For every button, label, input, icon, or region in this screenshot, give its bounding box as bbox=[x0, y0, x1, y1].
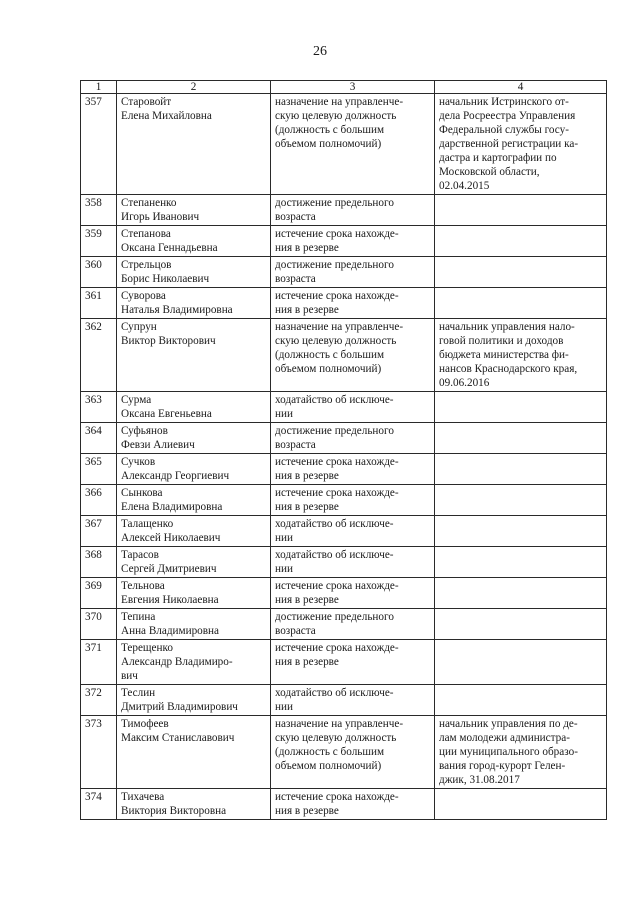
person-name: Сучков Александр Георгиевич bbox=[117, 454, 271, 485]
appointed-position bbox=[435, 288, 607, 319]
person-name: Талащенко Алексей Николаевич bbox=[117, 516, 271, 547]
table-row bbox=[81, 640, 607, 685]
row-number: 365 bbox=[81, 454, 117, 485]
row-number: 372 bbox=[81, 685, 117, 716]
exclusion-reason: истечение срока нахожде- ния в резерве bbox=[271, 640, 435, 685]
table-row bbox=[81, 516, 607, 547]
row-number: 361 bbox=[81, 288, 117, 319]
table-row bbox=[81, 423, 607, 454]
row-number: 374 bbox=[81, 789, 117, 820]
appointed-position bbox=[435, 640, 607, 685]
table-row bbox=[81, 789, 607, 820]
table-body bbox=[81, 94, 607, 820]
page-number: 26 bbox=[313, 44, 327, 59]
appointed-position bbox=[435, 454, 607, 485]
person-name: Суворова Наталья Владимировна bbox=[117, 288, 271, 319]
exclusion-reason: истечение срока нахожде- ния в резерве bbox=[271, 578, 435, 609]
row-number: 357 bbox=[81, 94, 117, 195]
column-header: 2 bbox=[117, 81, 271, 94]
table-row bbox=[81, 578, 607, 609]
person-name: Тепина Анна Владимировна bbox=[117, 609, 271, 640]
row-number: 368 bbox=[81, 547, 117, 578]
person-name: Степаненко Игорь Иванович bbox=[117, 195, 271, 226]
exclusion-reason: истечение срока нахожде- ния в резерве bbox=[271, 288, 435, 319]
column-header: 4 bbox=[435, 81, 607, 94]
column-header: 3 bbox=[271, 81, 435, 94]
appointed-position bbox=[435, 226, 607, 257]
exclusion-reason: ходатайство об исключе- нии bbox=[271, 685, 435, 716]
table-row bbox=[81, 547, 607, 578]
table-row bbox=[81, 485, 607, 516]
exclusion-reason: истечение срока нахожде- ния в резерве bbox=[271, 789, 435, 820]
table-row bbox=[81, 288, 607, 319]
table-row bbox=[81, 319, 607, 392]
row-number: 358 bbox=[81, 195, 117, 226]
person-name: Суфьянов Февзи Алиевич bbox=[117, 423, 271, 454]
table-row bbox=[81, 226, 607, 257]
row-number: 369 bbox=[81, 578, 117, 609]
person-name: Сынкова Елена Владимировна bbox=[117, 485, 271, 516]
person-name: Тарасов Сергей Дмитриевич bbox=[117, 547, 271, 578]
exclusion-reason: истечение срока нахожде- ния в резерве bbox=[271, 485, 435, 516]
appointed-position bbox=[435, 547, 607, 578]
row-number: 371 bbox=[81, 640, 117, 685]
person-name: Теслин Дмитрий Владимирович bbox=[117, 685, 271, 716]
registry-table bbox=[80, 80, 607, 820]
exclusion-reason: истечение срока нахожде- ния в резерве bbox=[271, 454, 435, 485]
row-number: 367 bbox=[81, 516, 117, 547]
appointed-position: начальник управления по де- лам молодежи администра- ции муниципального образо- вания город-курорт Гелен- джик, 31.08.2017 bbox=[435, 716, 607, 789]
exclusion-reason: достижение предельного возраста bbox=[271, 195, 435, 226]
table-row bbox=[81, 454, 607, 485]
appointed-position: начальник управления нало- говой политики и доходов бюджета министерства фи- нансов Краснодарского края, 09.06.2016 bbox=[435, 319, 607, 392]
table-row bbox=[81, 257, 607, 288]
person-name: Сурма Оксана Евгеньевна bbox=[117, 392, 271, 423]
appointed-position bbox=[435, 516, 607, 547]
row-number: 359 bbox=[81, 226, 117, 257]
exclusion-reason: назначение на управленче- скую целевую должность (должность с большим объемом полномочий) bbox=[271, 716, 435, 789]
table-row bbox=[81, 609, 607, 640]
table-row bbox=[81, 94, 607, 195]
row-number: 370 bbox=[81, 609, 117, 640]
person-name: Стрельцов Борис Николаевич bbox=[117, 257, 271, 288]
column-header: 1 bbox=[81, 81, 117, 94]
appointed-position bbox=[435, 578, 607, 609]
exclusion-reason: достижение предельного возраста bbox=[271, 257, 435, 288]
appointed-position: начальник Истринского от- дела Росреестра Управления Федеральной службы госу- дарственной регистрации ка- дастра и картографии по Московской области, 02.04.2015 bbox=[435, 94, 607, 195]
table-row bbox=[81, 716, 607, 789]
appointed-position bbox=[435, 485, 607, 516]
person-name: Тихачева Виктория Викторовна bbox=[117, 789, 271, 820]
person-name: Тимофеев Максим Станиславович bbox=[117, 716, 271, 789]
person-name: Степанова Оксана Геннадьевна bbox=[117, 226, 271, 257]
row-number: 362 bbox=[81, 319, 117, 392]
exclusion-reason: истечение срока нахожде- ния в резерве bbox=[271, 226, 435, 257]
table-row bbox=[81, 195, 607, 226]
table-header-row bbox=[81, 81, 607, 94]
person-name: Старовойт Елена Михайловна bbox=[117, 94, 271, 195]
appointed-position bbox=[435, 257, 607, 288]
person-name: Терещенко Александр Владимиро- вич bbox=[117, 640, 271, 685]
person-name: Тельнова Евгения Николаевна bbox=[117, 578, 271, 609]
exclusion-reason: ходатайство об исключе- нии bbox=[271, 547, 435, 578]
row-number: 366 bbox=[81, 485, 117, 516]
table-row bbox=[81, 685, 607, 716]
person-name: Супрун Виктор Викторович bbox=[117, 319, 271, 392]
table-row bbox=[81, 392, 607, 423]
exclusion-reason: достижение предельного возраста bbox=[271, 609, 435, 640]
appointed-position bbox=[435, 685, 607, 716]
row-number: 360 bbox=[81, 257, 117, 288]
appointed-position bbox=[435, 609, 607, 640]
exclusion-reason: назначение на управленче- скую целевую должность (должность с большим объемом полномочий) bbox=[271, 94, 435, 195]
exclusion-reason: ходатайство об исключе- нии bbox=[271, 516, 435, 547]
exclusion-reason: назначение на управленче- скую целевую должность (должность с большим объемом полномочий) bbox=[271, 319, 435, 392]
exclusion-reason: ходатайство об исключе- нии bbox=[271, 392, 435, 423]
appointed-position bbox=[435, 789, 607, 820]
appointed-position bbox=[435, 423, 607, 454]
appointed-position bbox=[435, 195, 607, 226]
exclusion-reason: достижение предельного возраста bbox=[271, 423, 435, 454]
appointed-position bbox=[435, 392, 607, 423]
row-number: 363 bbox=[81, 392, 117, 423]
row-number: 364 bbox=[81, 423, 117, 454]
row-number: 373 bbox=[81, 716, 117, 789]
